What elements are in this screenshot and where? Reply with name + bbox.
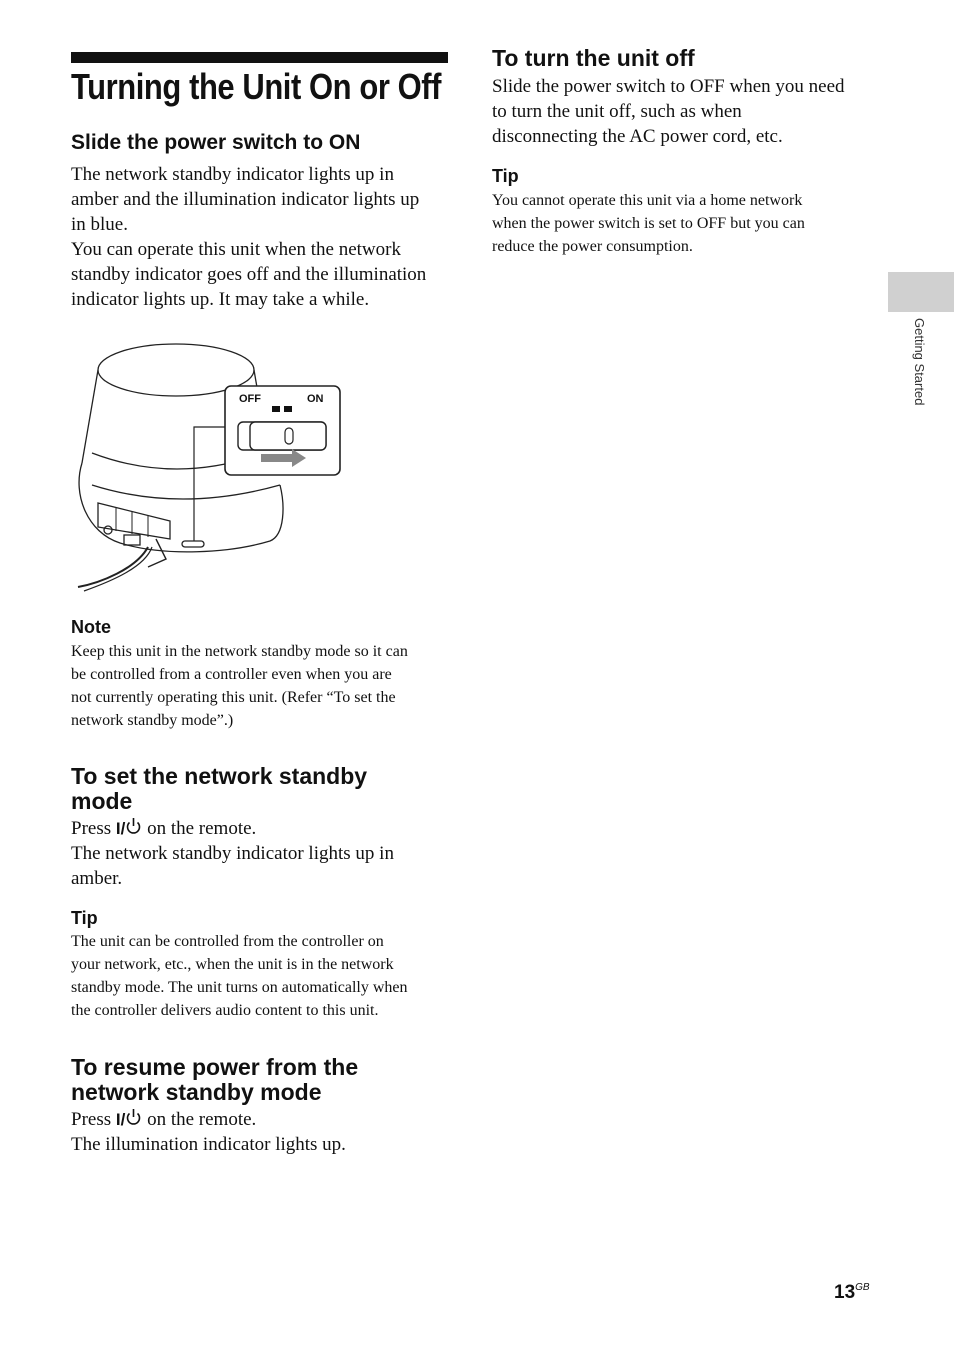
page-number	[834, 1282, 870, 1304]
turn-off-body	[492, 74, 845, 149]
slide-on-line: standby indicator goes off and the illumination	[71, 264, 427, 285]
slide-on-line: The network standby indicator lights up in	[71, 164, 394, 185]
standby-line: amber.	[71, 868, 123, 889]
page-number-value: 13	[834, 1282, 856, 1303]
press-suffix: on the remote.	[142, 818, 257, 839]
power-button-label: I/	[115, 1110, 126, 1129]
slide-on-line: You can operate this unit when the network	[71, 239, 401, 260]
title-rule	[71, 52, 448, 63]
standby-tip-line: The unit can be controlled from the controller on	[71, 933, 384, 950]
note-heading: Note	[71, 617, 111, 637]
resume-body	[71, 1107, 346, 1157]
resume-heading-line: network standby mode	[71, 1079, 322, 1105]
resume-heading	[71, 1055, 358, 1105]
page-title: Turning the Unit On or Off	[71, 66, 442, 107]
resume-press-line	[71, 1107, 346, 1132]
section-tab	[888, 272, 954, 312]
turn-off-heading: To turn the unit off	[492, 45, 695, 71]
slide-on-heading: Slide the power switch to ON	[71, 131, 361, 154]
turn-off-tip-line: reduce the power consumption.	[492, 238, 693, 255]
power-switch-callout	[225, 386, 340, 475]
turn-off-tip-heading: Tip	[492, 166, 519, 186]
turn-off-line: disconnecting the AC power cord, etc.	[492, 126, 783, 147]
standby-line: The network standby indicator lights up in	[71, 843, 394, 864]
standby-tip-body	[71, 930, 408, 1022]
resume-line: The illumination indicator lights up.	[71, 1134, 346, 1155]
turn-off-line: Slide the power switch to OFF when you need	[492, 76, 845, 97]
slide-on-line: in blue.	[71, 214, 128, 235]
press-prefix: Press	[71, 818, 116, 839]
note-line: be controlled from a controller even when you are	[71, 666, 392, 683]
note-body	[71, 640, 408, 732]
unit-power-switch-illustration	[70, 335, 350, 595]
standby-heading-line: mode	[71, 788, 133, 814]
slide-on-line: indicator lights up. It may take a while.	[71, 289, 370, 310]
on-label: ON	[307, 393, 324, 405]
standby-body	[71, 816, 394, 891]
turn-off-line: to turn the unit off, such as when	[492, 101, 742, 122]
power-icon	[125, 817, 142, 836]
turn-off-tip-line: You cannot operate this unit via a home network	[492, 192, 803, 209]
section-tab-label: Getting Started	[912, 318, 927, 406]
standby-tip-line: standby mode. The unit turns on automatically when	[71, 979, 408, 996]
page-number-suffix: GB	[855, 1282, 870, 1293]
power-button-label: I/	[115, 819, 126, 838]
off-label: OFF	[239, 393, 261, 405]
resume-heading-line: To resume power from the	[71, 1054, 359, 1080]
turn-off-tip-body	[492, 189, 805, 258]
turn-off-tip-line: when the power switch is set to OFF but you can	[492, 215, 805, 232]
note-line: Keep this unit in the network standby mode so it can	[71, 643, 408, 660]
press-suffix: on the remote.	[142, 1109, 257, 1130]
press-prefix: Press	[71, 1109, 116, 1130]
standby-heading	[71, 764, 367, 814]
standby-press-line	[71, 816, 394, 841]
slide-on-line: amber and the illumination indicator lights up	[71, 189, 420, 210]
note-line: not currently operating this unit. (Refer “To set the	[71, 689, 396, 706]
note-line: network standby mode”.)	[71, 712, 234, 729]
standby-tip-line: the controller delivers audio content to this unit.	[71, 1002, 379, 1019]
power-icon	[125, 1108, 142, 1127]
standby-tip-heading: Tip	[71, 908, 98, 928]
slide-on-body	[71, 162, 426, 312]
standby-tip-line: your network, etc., when the unit is in the network	[71, 956, 394, 973]
standby-heading-line: To set the network standby	[71, 763, 368, 789]
